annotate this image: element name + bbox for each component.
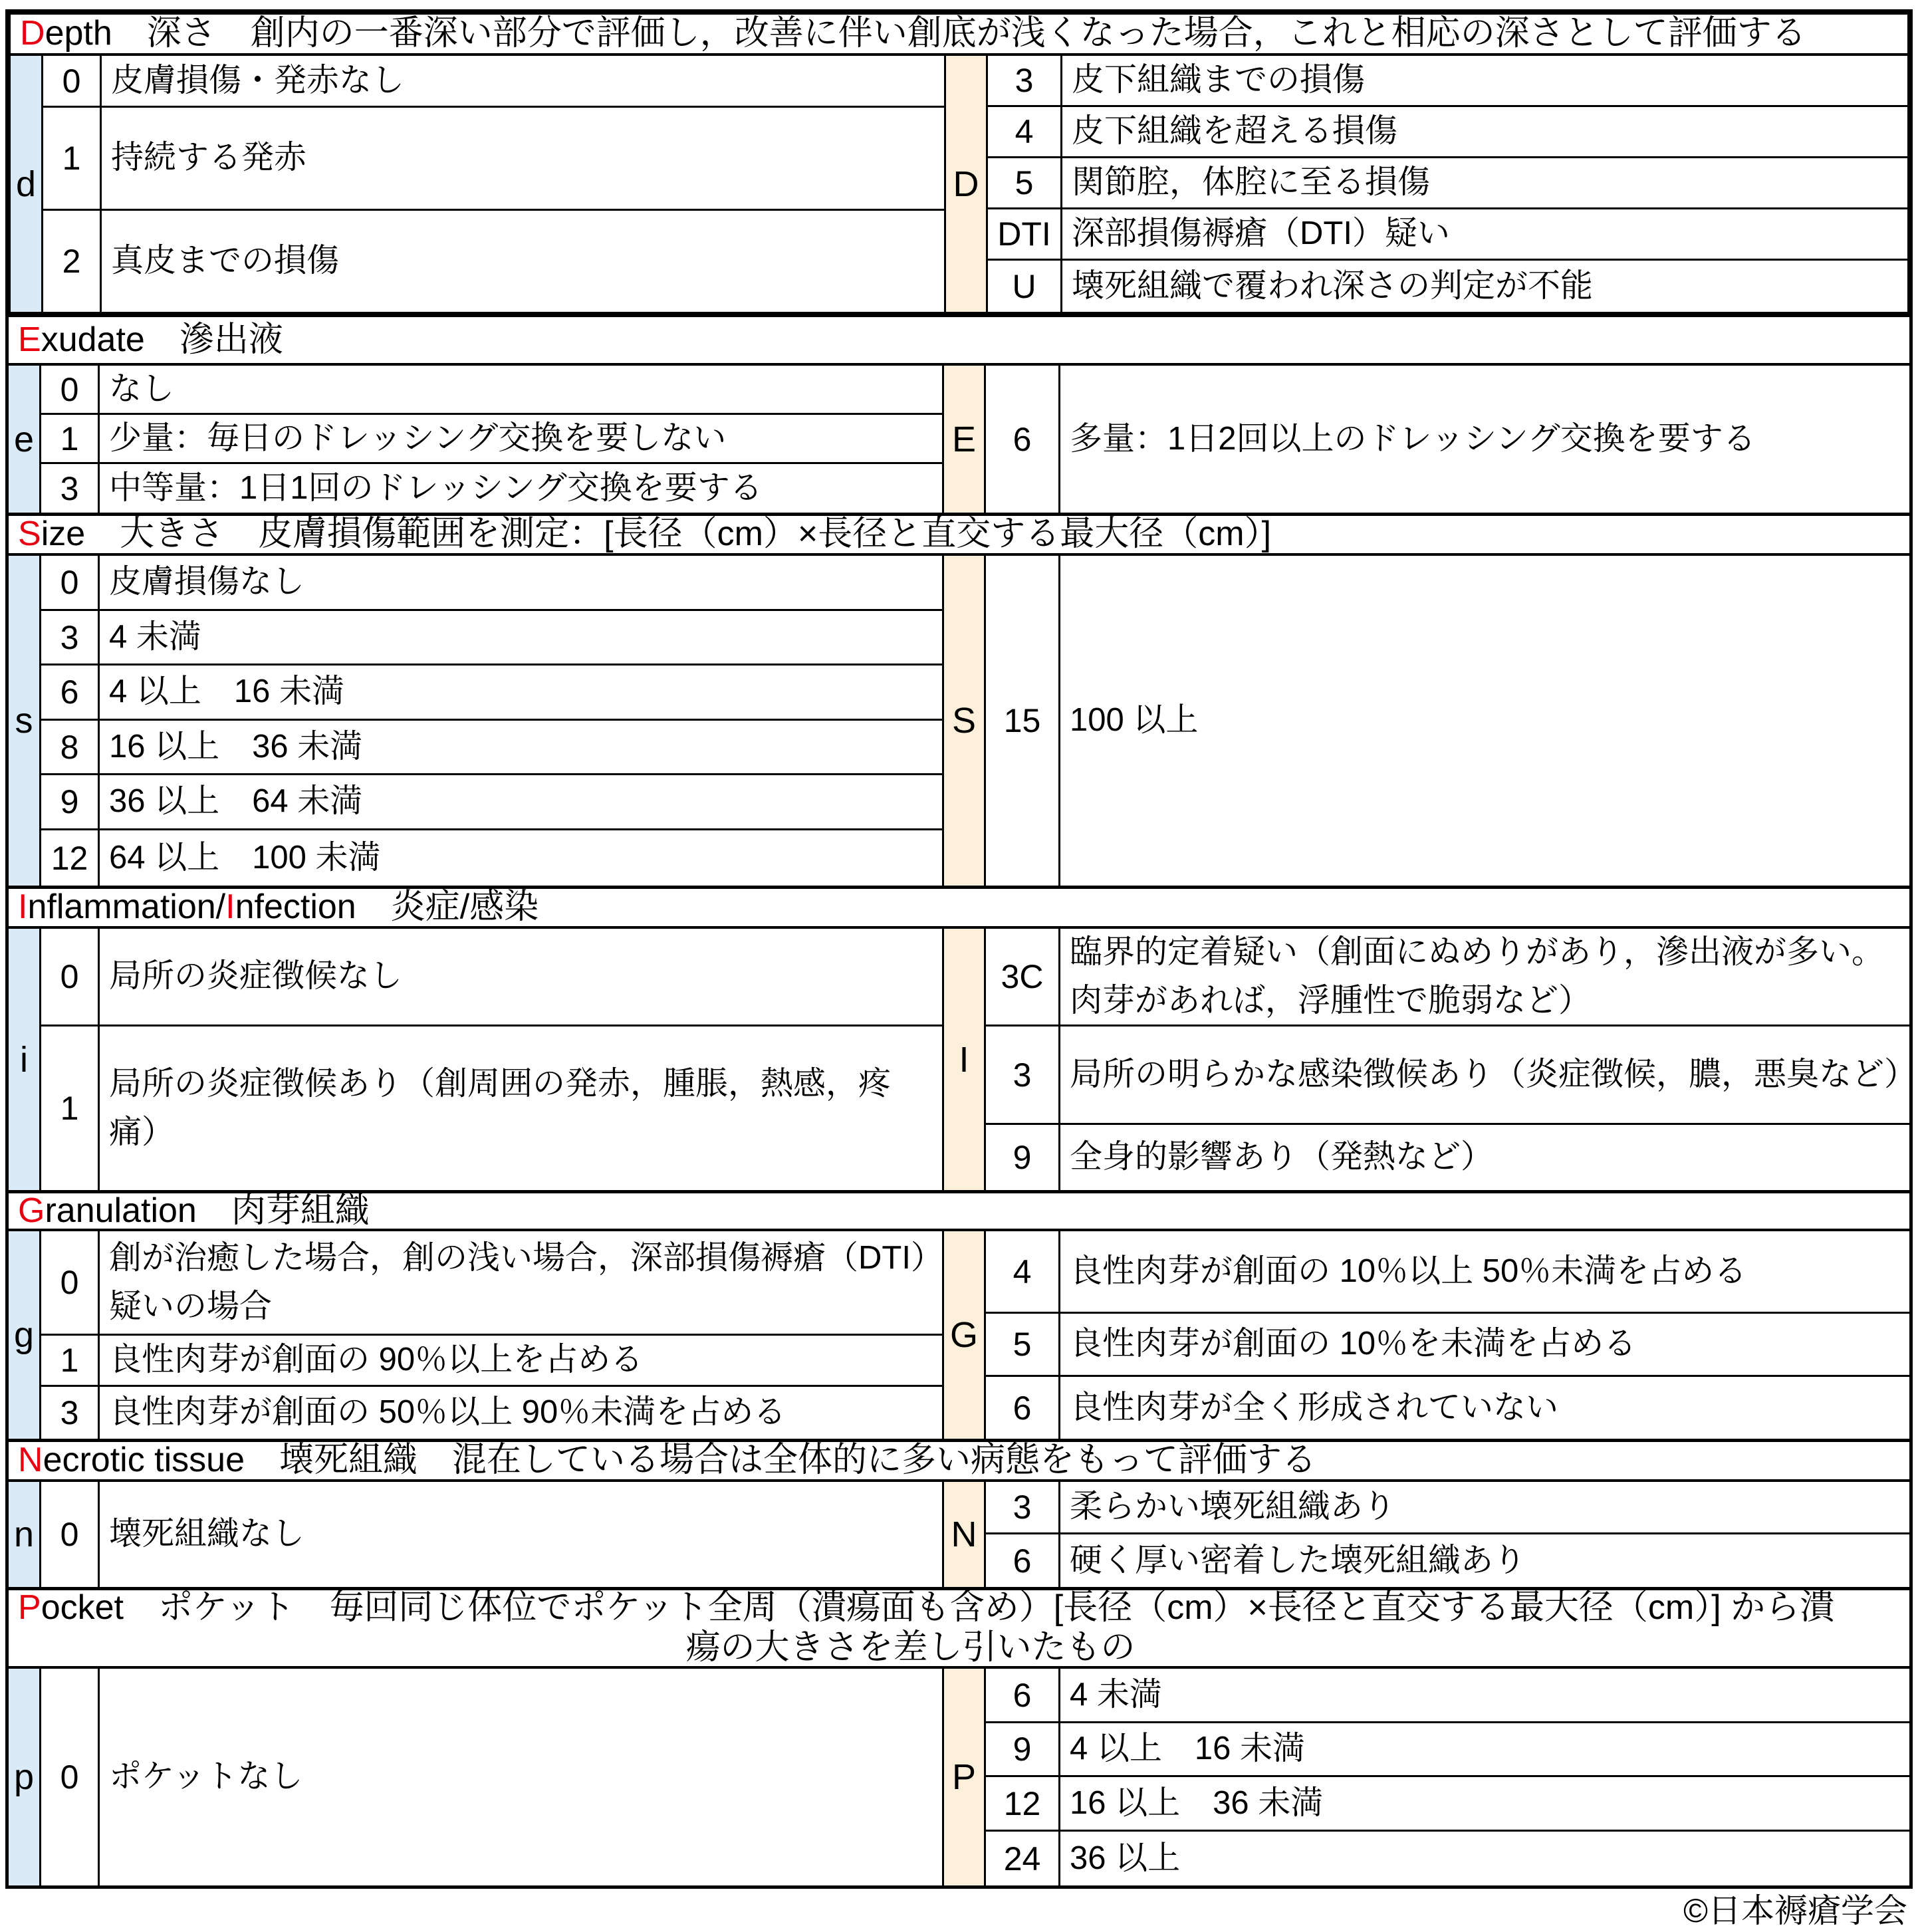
left-score-column <box>41 556 100 886</box>
left-score-column <box>43 56 102 312</box>
table-row <box>986 1669 1909 1723</box>
score-cell: 24 <box>986 1832 1060 1885</box>
left-group-letter-cell <box>9 556 41 886</box>
description-text: 36 以上 64 未満 <box>109 783 363 820</box>
left-group-letter: d <box>15 164 37 204</box>
description-cell <box>1060 1832 1909 1885</box>
description-text: 皮膚損傷なし <box>109 564 305 600</box>
design-r-table <box>5 9 1917 1889</box>
section-granulation <box>9 1190 1909 1439</box>
table-row <box>988 209 1907 261</box>
description-text: 4 未満 <box>109 618 201 655</box>
table-row <box>988 261 1907 312</box>
section-header-inflammation <box>9 889 1909 929</box>
score-cell: 6 <box>986 1669 1060 1721</box>
score-cell: 6 <box>41 665 98 721</box>
right-group-letter-cell <box>944 56 988 312</box>
score-cell: 0 <box>60 1516 79 1553</box>
section-header-pocket <box>9 1590 1909 1669</box>
description-text: 真皮までの損傷 <box>111 243 340 279</box>
section-header-text <box>18 320 1909 360</box>
score-cell: 1 <box>41 1336 98 1387</box>
score-cell: 5 <box>986 1314 1060 1375</box>
table-row <box>988 158 1907 209</box>
left-description-column <box>100 366 942 513</box>
score-cell: 3 <box>41 611 98 665</box>
description-text: 柔らかい壊死組織あり <box>1070 1489 1396 1525</box>
section-body <box>9 1669 1909 1885</box>
left-group-letter: i <box>20 1039 28 1080</box>
description-cell <box>1060 1231 1909 1312</box>
right-group-letter-cell <box>942 929 986 1190</box>
red-initial-letter: I <box>18 888 28 927</box>
table-row <box>986 1026 1917 1125</box>
description-text: 16 以上 36 未満 <box>1070 1784 1324 1821</box>
score-cell: 3 <box>986 1026 1060 1123</box>
left-group-letter-cell <box>9 929 41 1190</box>
description-text: 良性肉芽が創面の 10％を未満を占める <box>1070 1326 1637 1362</box>
left-description-column <box>102 56 944 312</box>
score-cell: 12 <box>986 1777 1060 1830</box>
description-cell <box>100 1387 942 1439</box>
section-size <box>9 513 1909 886</box>
score-cell: 3 <box>60 469 79 507</box>
description-cell <box>1060 1534 1909 1587</box>
description-text: 創が治癒した場合，創の浅い場合，深部損傷褥瘡（DTI）疑いの場合 <box>109 1239 927 1324</box>
score-cell: 3C <box>986 929 1060 1025</box>
header-text-part: ocket ポケット 毎回同じ体位でポケット全周（潰瘍面も含め）[長径（cm）×長径と直交する最大径（cm）] から潰 <box>41 1588 1835 1628</box>
description-text: 局所の炎症徴候あり（創周囲の発赤，腫脹，熱感，疼痛） <box>109 1065 892 1150</box>
score-cell: 0 <box>41 1231 98 1336</box>
score-cell: 12 <box>51 839 88 877</box>
right-group-letter: G <box>949 1315 978 1355</box>
description-cell <box>100 464 942 513</box>
description-text: 良性肉芽が創面の 10％以上 50％未満を占める <box>1070 1253 1747 1289</box>
table-row <box>986 1125 1909 1190</box>
red-initial-letter: N <box>18 1441 43 1480</box>
description-cell <box>100 611 942 665</box>
score-cell: 4 <box>986 1231 1060 1312</box>
right-rows-column <box>986 366 1909 513</box>
table-row <box>986 1231 1909 1314</box>
description-cell <box>100 1482 942 1587</box>
section-body <box>9 929 1917 1190</box>
description-text: 64 以上 100 未満 <box>109 839 381 876</box>
description-text: 皮下組織までの損傷 <box>1072 62 1366 98</box>
score-cell: 0 <box>43 56 100 108</box>
left-description-column <box>100 929 942 1190</box>
score-cell: 0 <box>60 1758 79 1796</box>
score-cell: 9 <box>41 775 98 830</box>
right-rows-column <box>986 1482 1909 1587</box>
right-group-letter: S <box>951 701 977 741</box>
description-text: 良性肉芽が創面の 90％以上を占める <box>109 1342 644 1378</box>
header-text-part: nfection 炎症/感染 <box>235 888 539 927</box>
description-text: 16 以上 36 未満 <box>109 728 363 765</box>
description-text: 36 以上 <box>1070 1840 1181 1876</box>
table-row <box>986 1723 1909 1777</box>
left-group-letter-cell <box>9 1669 41 1885</box>
right-group-letter-cell <box>942 1482 986 1587</box>
section-necrotic <box>9 1439 1909 1587</box>
right-group-letter-cell <box>942 1669 986 1885</box>
description-cell <box>102 211 944 312</box>
description-cell <box>100 1231 942 1336</box>
table-row <box>986 1534 1909 1587</box>
red-initial-letter: P <box>18 1588 41 1628</box>
right-group-letter: I <box>959 1039 969 1080</box>
left-group-letter: s <box>15 701 33 741</box>
score-cell: 0 <box>41 929 98 1026</box>
left-description-column <box>100 1669 942 1885</box>
right-rows-column <box>986 929 1917 1190</box>
description-text: 皮下組織を超える損傷 <box>1072 113 1398 150</box>
description-text: ポケットなし <box>109 1758 303 1795</box>
table-row <box>986 556 1909 886</box>
description-cell <box>1060 1377 1909 1439</box>
description-text: 壊死組織で覆われ深さの判定が不能 <box>1072 267 1594 304</box>
red-initial-letter: G <box>18 1191 45 1230</box>
description-text: 4 以上 16 未満 <box>109 673 344 710</box>
description-text: 硬く厚い密着した壊死組織あり <box>1070 1542 1526 1578</box>
right-group-letter: P <box>951 1757 977 1797</box>
right-group-letter: E <box>951 419 977 459</box>
right-group-letter-cell <box>942 366 986 513</box>
description-cell <box>1060 1723 1909 1775</box>
left-group-letter: g <box>13 1315 35 1355</box>
header-text-part: nflammation/ <box>27 888 226 927</box>
table-row <box>986 1377 1909 1439</box>
score-cell: 8 <box>41 721 98 775</box>
section-header-necrotic <box>9 1442 1909 1482</box>
score-cell: 1 <box>41 415 98 464</box>
score-cell: 9 <box>986 1723 1060 1775</box>
table-row <box>986 1777 1909 1832</box>
score-cell: 1 <box>43 108 100 211</box>
description-text: 壊死組織なし <box>109 1516 305 1552</box>
section-exudate <box>9 317 1909 513</box>
left-description-column <box>100 1482 942 1587</box>
section-header-text <box>18 515 1909 554</box>
left-group-letter: e <box>13 419 35 459</box>
section-depth <box>11 15 1907 312</box>
section-pocket <box>9 1587 1909 1885</box>
section-body <box>9 556 1909 886</box>
description-cell <box>1060 1026 1917 1123</box>
description-text: 全身的影響あり（発熱など） <box>1070 1139 1494 1175</box>
left-score-column <box>41 1482 100 1587</box>
description-text: 持続する発赤 <box>111 140 307 176</box>
score-cell: 6 <box>986 1534 1060 1587</box>
description-text: 少量：毎日のドレッシング交換を要しない <box>109 420 727 456</box>
right-group-letter: N <box>951 1514 977 1554</box>
section-body <box>9 1482 1909 1587</box>
description-cell <box>1062 56 1907 105</box>
description-cell <box>1060 1125 1909 1190</box>
table-row <box>986 366 1909 513</box>
section-header-text <box>18 1191 1909 1231</box>
section-inflammation <box>9 886 1917 1190</box>
table-row <box>986 1832 1909 1885</box>
score-cell: 6 <box>986 366 1060 513</box>
section-body <box>11 56 1907 312</box>
description-cell <box>1062 209 1907 259</box>
table-row <box>986 929 1909 1026</box>
description-text: 4 未満 <box>1070 1676 1162 1713</box>
header-text-part: ize 大きさ 皮膚損傷範囲を測定：[長径（cm）×長径と直交する最大径（cm）] <box>41 515 1272 554</box>
description-text: 皮膚損傷・発赤なし <box>111 62 405 98</box>
description-text: 多量：1日2回以上のドレッシング交換を要する <box>1070 420 1756 457</box>
score-cell: 9 <box>986 1125 1060 1190</box>
section-header-size <box>9 516 1909 556</box>
description-cell <box>100 775 942 830</box>
section-header-granulation <box>9 1193 1909 1231</box>
description-cell <box>102 56 944 108</box>
score-cell: 3 <box>988 56 1062 105</box>
score-cell: 2 <box>62 243 81 280</box>
section-header-text <box>20 14 1907 54</box>
section-body <box>9 1231 1909 1439</box>
score-cell: 15 <box>986 556 1060 886</box>
description-cell <box>100 1336 942 1387</box>
description-cell <box>1060 1669 1909 1721</box>
description-text: 深部損傷褥瘡（DTI）疑い <box>1072 215 1450 252</box>
header-text-part: xudate 滲出液 <box>41 320 283 359</box>
description-cell <box>100 415 942 464</box>
section-header-line2: 瘍の大きさを差し引いたもの <box>685 1628 1136 1667</box>
left-description-column <box>100 556 942 886</box>
description-text: 局所の炎症徴候なし <box>109 958 403 995</box>
description-cell <box>100 665 942 721</box>
score-cell: U <box>988 261 1062 312</box>
header-text-part: ranulation 肉芽組織 <box>45 1191 370 1230</box>
section-header-depth <box>11 15 1907 56</box>
description-text: 臨界的定着疑い（創面にぬめりがあり，滲出液が多い。肉芽があれば，浮腫性で脆弱など） <box>1070 933 1885 1019</box>
description-text: 4 以上 16 未満 <box>1070 1731 1305 1767</box>
description-cell <box>1060 929 1909 1025</box>
table-row <box>986 1482 1909 1534</box>
score-cell: DTI <box>988 209 1062 259</box>
description-cell <box>100 1669 942 1885</box>
left-group-letter-cell <box>9 1482 41 1587</box>
section-header-text <box>18 1588 1909 1628</box>
score-cell: 0 <box>41 556 98 611</box>
description-cell <box>1062 107 1907 156</box>
score-cell: 3 <box>60 1394 79 1431</box>
description-text: 良性肉芽が創面の 50％以上 90％未満を占める <box>109 1394 786 1431</box>
description-cell <box>1060 1314 1909 1375</box>
description-cell <box>100 1026 942 1190</box>
table-row <box>988 56 1907 107</box>
right-rows-column <box>986 556 1909 886</box>
section-header-text <box>18 888 1909 927</box>
left-score-column <box>41 929 100 1190</box>
description-cell <box>102 108 944 211</box>
description-cell <box>100 366 942 415</box>
right-rows-column <box>986 1669 1909 1885</box>
left-group-letter-cell <box>11 56 43 312</box>
description-cell <box>1060 1482 1909 1532</box>
header-text-part: ecrotic tissue 壊死組織 混在している場合は全体的に多い病態をもって評価する <box>43 1441 1317 1480</box>
left-score-column <box>41 366 100 513</box>
description-text: 関節腔，体腔に至る損傷 <box>1072 164 1431 201</box>
section-header-text <box>18 1441 1909 1481</box>
left-group-letter-cell <box>9 366 41 513</box>
description-text: 100 以上 <box>1070 702 1199 739</box>
table-row <box>988 107 1907 158</box>
score-cell: 3 <box>986 1482 1060 1532</box>
score-cell: 5 <box>988 158 1062 207</box>
description-text: 良性肉芽が全く形成されていない <box>1070 1389 1559 1425</box>
copyright: ©日本褥瘡学会 <box>1683 1892 1907 1929</box>
left-score-column <box>41 1231 100 1439</box>
description-text: 局所の明らかな感染徴候あり（炎症徴候，膿，悪臭など） <box>1070 1056 1917 1092</box>
red-initial-letter: I <box>225 888 235 927</box>
section-header-exudate <box>9 317 1909 366</box>
description-cell <box>100 721 942 775</box>
description-cell <box>1062 261 1907 312</box>
description-cell <box>100 929 942 1026</box>
description-cell <box>1060 366 1909 513</box>
description-cell <box>100 830 942 886</box>
left-score-column <box>41 1669 100 1885</box>
right-group-letter: D <box>953 164 979 204</box>
score-cell: 4 <box>988 107 1062 156</box>
section-body <box>9 366 1909 513</box>
score-cell: 0 <box>41 366 98 415</box>
left-group-letter: n <box>13 1514 35 1554</box>
score-cell: 6 <box>986 1377 1060 1439</box>
header-text-part: epth 深さ 創内の一番深い部分で評価し，改善に伴い創底が浅くなった場合，これと相応の深さとして評価する <box>45 14 1806 53</box>
description-cell <box>100 556 942 611</box>
right-group-letter-cell <box>942 1231 986 1439</box>
right-group-letter-cell <box>942 556 986 886</box>
table-row <box>986 1314 1909 1377</box>
red-initial-letter: E <box>18 320 41 359</box>
description-cell <box>1060 1777 1909 1830</box>
description-cell <box>1060 556 1909 886</box>
left-description-column <box>100 1231 942 1439</box>
score-cell: 1 <box>60 1090 79 1127</box>
depth-block <box>5 9 1913 317</box>
red-initial-letter: D <box>20 14 45 53</box>
left-group-letter-cell <box>9 1231 41 1439</box>
red-initial-letter: S <box>18 515 41 554</box>
description-text: 中等量：1日1回のドレッシング交換を要する <box>109 469 763 506</box>
left-group-letter: p <box>13 1757 35 1797</box>
table-sections <box>5 317 1917 1889</box>
description-text: なし <box>109 370 175 407</box>
right-rows-column <box>988 56 1907 312</box>
right-rows-column <box>986 1231 1909 1439</box>
description-cell <box>1062 158 1907 207</box>
